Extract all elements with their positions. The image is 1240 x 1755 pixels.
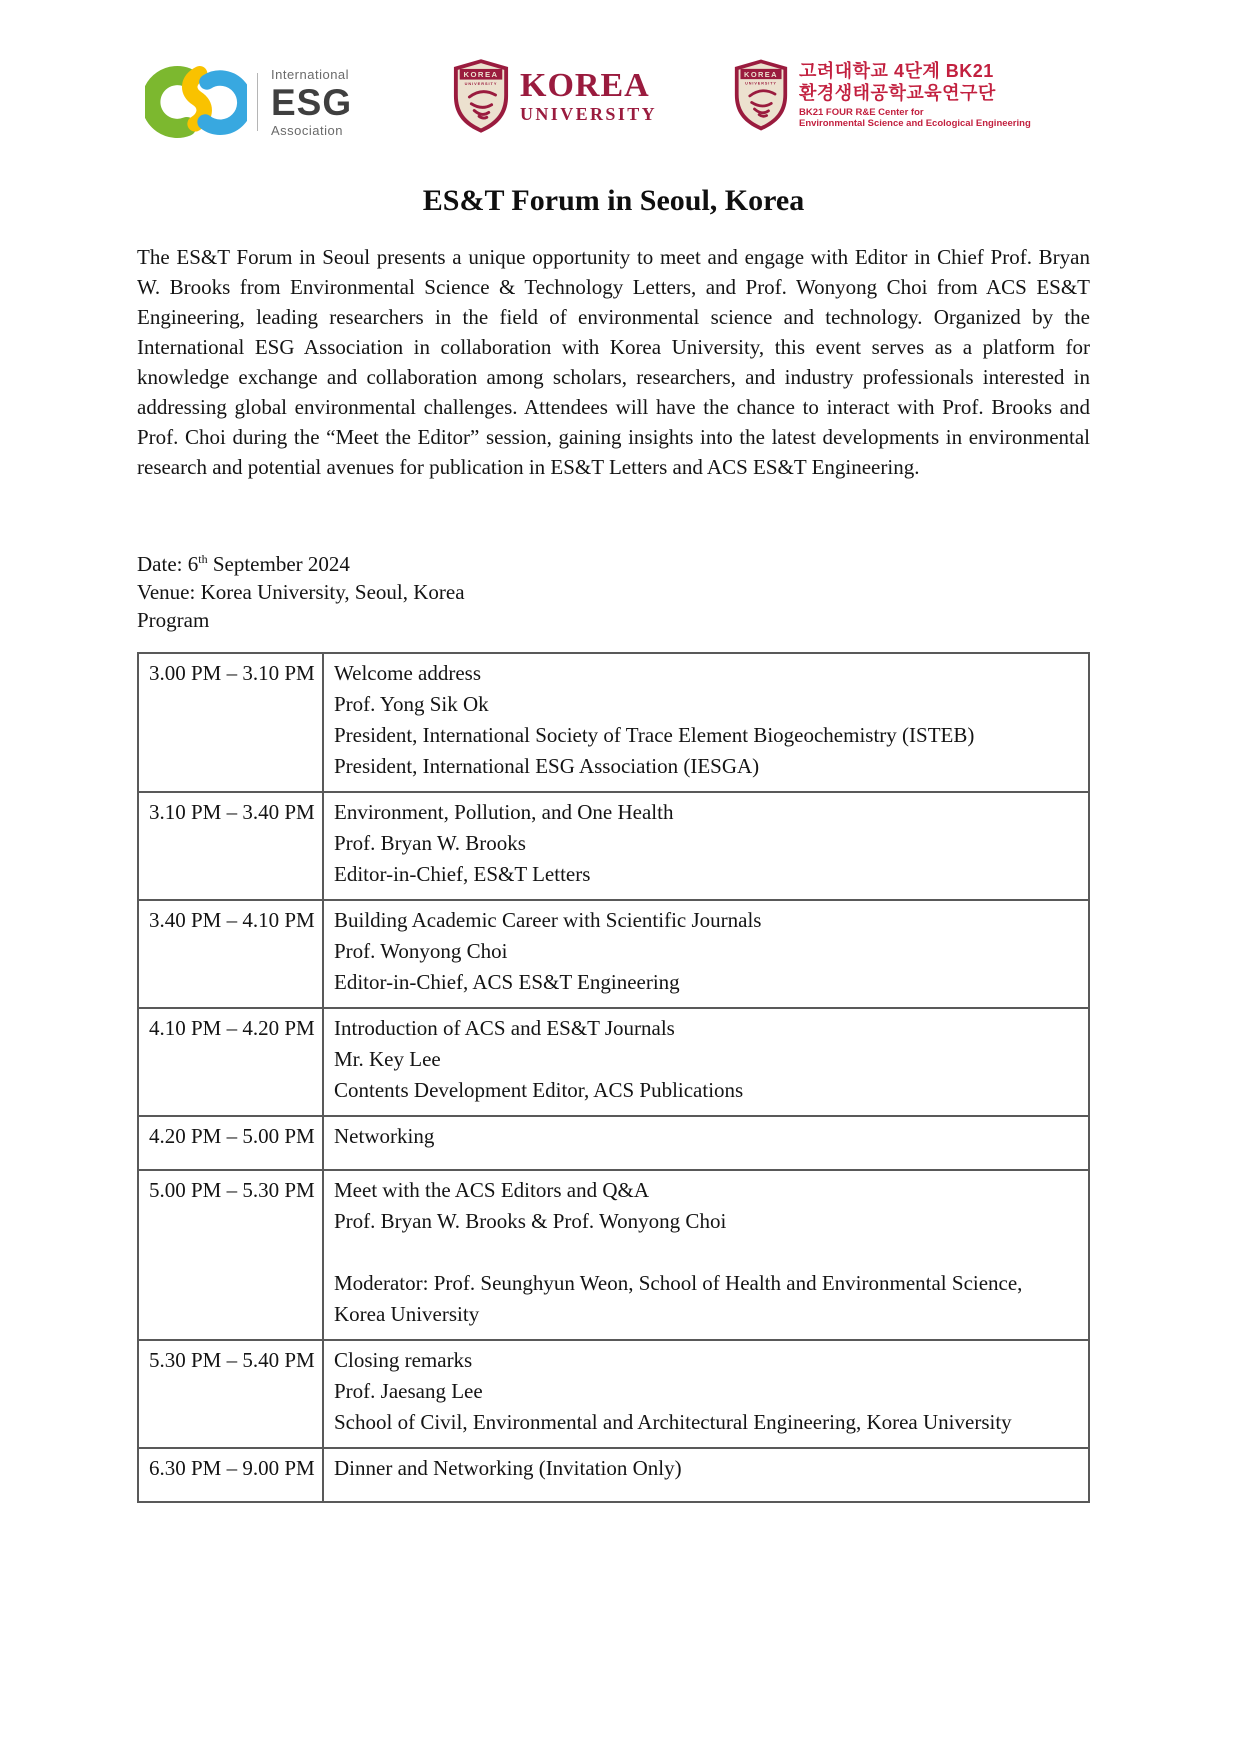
program-time: 5.00 PM – 5.30 PM — [138, 1170, 323, 1340]
esg-logo-acronym: ESG — [271, 81, 353, 123]
program-time: 4.20 PM – 5.00 PM — [138, 1116, 323, 1170]
korea-university-logo — [452, 58, 657, 134]
event-details — [137, 550, 1090, 634]
program-line: Moderator: Prof. Seunghyun Weon, School of Health and Environmental Science, Korea University — [334, 1271, 1023, 1326]
program-description — [323, 653, 1089, 792]
program-line: Contents Development Editor, ACS Publications — [334, 1078, 744, 1102]
program-line: School of Civil, Environmental and Architectural Engineering, Korea University — [334, 1410, 1012, 1434]
program-time: 5.30 PM – 5.40 PM — [138, 1340, 323, 1448]
program-line: Networking — [334, 1124, 435, 1148]
intro-paragraph: The ES&T Forum in Seoul presents a unique opportunity to meet and engage with Editor in Chief Prof. Bryan W. Brooks from Environmental Science & Technology Letters, and Prof. Wonyong Choi from ACS ES&T Engineering, leading researchers in the field of environmental science and technology. Organized by the International ESG Association in collaboration with Korea University, this event serves as a platform for knowledge exchange and collaboration among scholars, researchers, and industry professionals interested in addressing global environmental challenges. Attendees will have the chance to interact with Prof. Brooks and Prof. Choi during the “Meet the Editor” session, gaining insights into the latest developments in environmental research and potential avenues for publication in ES&T Letters and ACS ES&T Engineering. — [137, 245, 1090, 479]
bk21-english-line-1: BK21 FOUR R&E Center for — [799, 106, 924, 118]
bk21-korean-line-2: 환경생태공학교육연구단 — [799, 82, 996, 103]
program-time: 3.10 PM – 3.40 PM — [138, 792, 323, 900]
ku-wordmark-university: UNIVERSITY — [520, 104, 658, 124]
program-row — [138, 1448, 1089, 1502]
program-description — [323, 1170, 1089, 1340]
program-line: President, International Society of Trace Element Biogeochemistry (ISTEB) — [334, 723, 975, 747]
program-time: 3.00 PM – 3.10 PM — [138, 653, 323, 792]
program-time: 6.30 PM – 9.00 PM — [138, 1448, 323, 1502]
program-table-body — [138, 653, 1089, 1502]
program-row — [138, 1008, 1089, 1116]
bk21-shield-icon — [733, 58, 789, 132]
esg-logo-international-label: International — [271, 66, 350, 82]
date-ordinal: th — [198, 552, 208, 566]
program-line — [334, 1237, 1074, 1268]
program-row — [138, 900, 1089, 1008]
program-description — [323, 900, 1089, 1008]
program-line: Prof. Bryan W. Brooks & Prof. Wonyong Choi — [334, 1209, 727, 1233]
logo-divider — [257, 73, 258, 131]
esg-logo-mark-icon — [145, 58, 247, 146]
program-line: Prof. Yong Sik Ok — [334, 692, 489, 716]
program-row — [138, 1340, 1089, 1448]
program-row — [138, 1116, 1089, 1170]
bk21-logo — [733, 58, 1031, 132]
bk21-shield-university-text: UNIVERSITY — [745, 81, 777, 86]
program-line: Meet with the ACS Editors and Q&A — [334, 1178, 649, 1202]
bk21-korean-line-1: 고려대학교 4단계 BK21 — [799, 60, 994, 81]
date-label: Date: 6 — [137, 552, 199, 576]
venue-line: Venue: Korea University, Seoul, Korea — [137, 580, 465, 604]
program-description — [323, 1448, 1089, 1502]
program-line: Mr. Key Lee — [334, 1047, 441, 1071]
page-title: ES&T Forum in Seoul, Korea — [422, 184, 805, 217]
ku-shield-icon — [452, 58, 510, 134]
program-description — [323, 1116, 1089, 1170]
program-row — [138, 792, 1089, 900]
date-rest: September 2024 — [207, 552, 350, 576]
bk21-english-line-2: Environmental Science and Ecological Engineering — [799, 118, 1031, 129]
program-label: Program — [137, 608, 210, 632]
program-line: Welcome address — [334, 661, 481, 685]
ku-shield-university-text: UNIVERSITY — [464, 81, 498, 86]
program-line: Introduction of ACS and ES&T Journals — [334, 1016, 675, 1040]
program-row — [138, 653, 1089, 792]
program-line: Closing remarks — [334, 1348, 473, 1372]
program-line: Editor-in-Chief, ES&T Letters — [334, 862, 591, 886]
logo-header — [137, 58, 1090, 150]
program-line: Dinner and Networking (Invitation Only) — [334, 1456, 682, 1480]
iesga-logo — [145, 58, 352, 146]
program-line: Prof. Jaesang Lee — [334, 1379, 483, 1403]
program-description — [323, 792, 1089, 900]
date-line — [137, 550, 1090, 578]
program-row — [138, 1170, 1089, 1340]
esg-logo-association-label: Association — [271, 122, 343, 138]
program-table — [137, 652, 1090, 1503]
ku-wordmark-korea: KOREA — [520, 67, 650, 104]
program-line: Environment, Pollution, and One Health — [334, 800, 674, 824]
program-time: 3.40 PM – 4.10 PM — [138, 900, 323, 1008]
ku-shield-korea-text: KOREA — [463, 70, 499, 80]
bk21-shield-korea-text: KOREA — [744, 69, 778, 79]
program-line: Building Academic Career with Scientific Journals — [334, 908, 762, 932]
program-description — [323, 1340, 1089, 1448]
program-time: 4.10 PM – 4.20 PM — [138, 1008, 323, 1116]
program-line: Prof. Wonyong Choi — [334, 939, 508, 963]
program-line: Prof. Bryan W. Brooks — [334, 831, 526, 855]
program-description — [323, 1008, 1089, 1116]
program-line: Editor-in-Chief, ACS ES&T Engineering — [334, 970, 680, 994]
program-line: President, International ESG Association (IESGA) — [334, 754, 760, 778]
